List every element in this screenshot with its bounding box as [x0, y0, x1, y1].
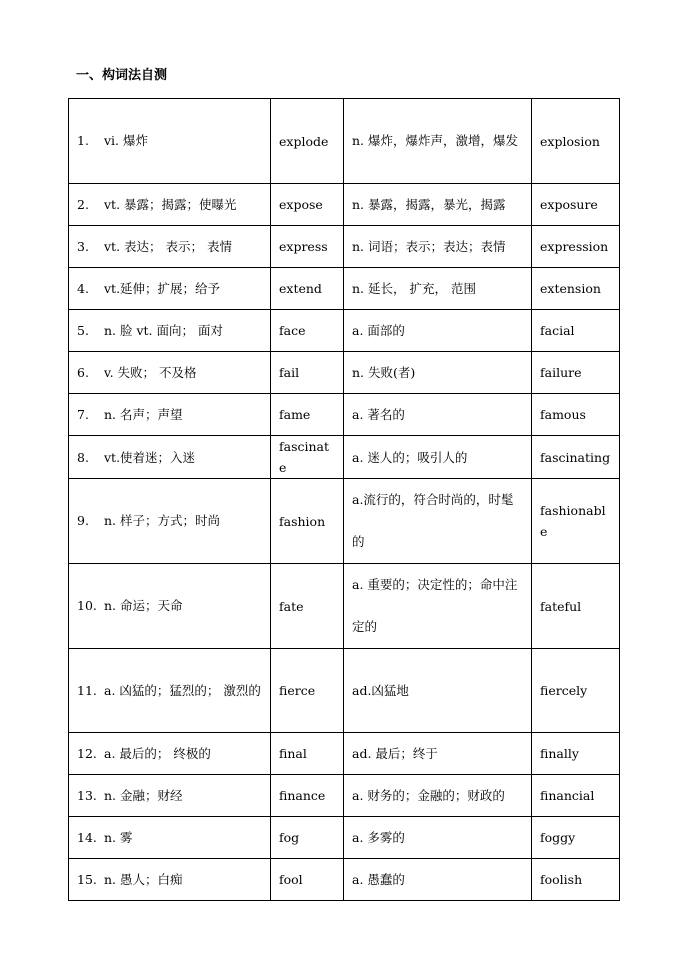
derived-word-meaning: n. 词语；表示；表达；表情 [344, 226, 532, 268]
base-word: fog [271, 817, 344, 859]
base-word-meaning: n. 样子；方式；时尚 [104, 513, 220, 528]
table-row [69, 184, 620, 226]
base-word-meaning-cell [69, 310, 271, 352]
derived-word-meaning: a. 愚蠢的 [344, 859, 532, 901]
base-word-meaning: n. 名声；声望 [104, 407, 183, 422]
section-heading: 一、构词法自测 [76, 68, 168, 83]
derived-word: fiercely [532, 649, 620, 733]
derived-word: famous [532, 394, 620, 436]
derived-word: fateful [532, 564, 620, 649]
table-row [69, 268, 620, 310]
base-word-meaning: n. 愚人；白痴 [104, 872, 183, 887]
table-row [69, 226, 620, 268]
base-word: fame [271, 394, 344, 436]
derived-word-meaning: a.流行的，符合时尚的，时髦的 [344, 479, 532, 564]
row-number: 3. [77, 239, 89, 254]
derived-word: explosion [532, 99, 620, 184]
base-word-meaning-cell [69, 859, 271, 901]
derived-word: financial [532, 775, 620, 817]
word-formation-table [68, 98, 620, 901]
row-number: 14. [77, 830, 97, 845]
base-word-meaning-cell [69, 352, 271, 394]
derived-word: finally [532, 733, 620, 775]
derived-word: fashionable [532, 479, 620, 564]
derived-word-meaning: a. 面部的 [344, 310, 532, 352]
base-word: fool [271, 859, 344, 901]
base-word: fascinate [271, 436, 344, 479]
base-word-meaning-cell [69, 817, 271, 859]
base-word-meaning: vt. 暴露；揭露；使曝光 [104, 197, 237, 212]
base-word-meaning-cell [69, 479, 271, 564]
derived-word: expression [532, 226, 620, 268]
derived-word-meaning: a. 财务的；金融的；财政的 [344, 775, 532, 817]
base-word: finance [271, 775, 344, 817]
base-word: explode [271, 99, 344, 184]
derived-word: extension [532, 268, 620, 310]
derived-word-meaning: n. 暴露，揭露，暴光，揭露 [344, 184, 532, 226]
base-word: extend [271, 268, 344, 310]
row-number: 5. [77, 323, 89, 338]
row-number: 1. [77, 133, 89, 148]
derived-word: exposure [532, 184, 620, 226]
base-word: fierce [271, 649, 344, 733]
table-row [69, 859, 620, 901]
base-word-meaning: v. 失败； 不及格 [104, 365, 197, 380]
base-word-meaning: n. 雾 [104, 830, 133, 845]
derived-word-meaning: n. 延长， 扩充， 范围 [344, 268, 532, 310]
base-word-meaning-cell [69, 226, 271, 268]
base-word: expose [271, 184, 344, 226]
derived-word-meaning: n. 失败(者) [344, 352, 532, 394]
base-word-meaning-cell [69, 436, 271, 479]
base-word: fail [271, 352, 344, 394]
table-row [69, 99, 620, 184]
base-word: final [271, 733, 344, 775]
table-row [69, 564, 620, 649]
derived-word-meaning: a. 重要的；决定性的；命中注定的 [344, 564, 532, 649]
row-number: 13. [77, 788, 97, 803]
base-word-meaning: vi. 爆炸 [104, 133, 149, 148]
row-number: 4. [77, 281, 89, 296]
base-word: face [271, 310, 344, 352]
base-word: express [271, 226, 344, 268]
row-number: 7. [77, 407, 89, 422]
base-word-meaning: n. 脸 vt. 面向； 面对 [104, 323, 223, 338]
derived-word-meaning: ad.凶猛地 [344, 649, 532, 733]
base-word-meaning: vt.使着迷；入迷 [104, 449, 196, 465]
derived-word-meaning: n. 爆炸，爆炸声，激增，爆发 [344, 99, 532, 184]
base-word-meaning: n. 金融；财经 [104, 788, 183, 803]
base-word-meaning: a. 最后的； 终极的 [104, 746, 211, 761]
row-number: 8. [77, 449, 89, 465]
row-number: 6. [77, 365, 89, 380]
base-word-meaning-cell [69, 564, 271, 649]
base-word-meaning-cell [69, 184, 271, 226]
base-word-meaning-cell [69, 775, 271, 817]
derived-word-meaning: a. 多雾的 [344, 817, 532, 859]
table-row [69, 436, 620, 479]
base-word-meaning-cell [69, 733, 271, 775]
row-number: 2. [77, 197, 89, 212]
row-number: 10. [77, 598, 97, 613]
derived-word: failure [532, 352, 620, 394]
base-word-meaning-cell [69, 649, 271, 733]
table-row [69, 817, 620, 859]
derived-word-meaning: a. 迷人的；吸引人的 [344, 436, 532, 479]
table-row [69, 775, 620, 817]
table-row [69, 649, 620, 733]
base-word-meaning: n. 命运；天命 [104, 598, 183, 613]
row-number: 9. [77, 513, 89, 528]
derived-word-meaning: a. 著名的 [344, 394, 532, 436]
base-word-meaning-cell [69, 268, 271, 310]
table-row [69, 479, 620, 564]
row-number: 11. [77, 682, 97, 698]
table-row [69, 310, 620, 352]
row-number: 15. [77, 872, 97, 887]
derived-word: foggy [532, 817, 620, 859]
base-word-meaning-cell [69, 99, 271, 184]
table-row [69, 394, 620, 436]
base-word-meaning: vt. 表达； 表示； 表情 [104, 239, 232, 254]
derived-word: foolish [532, 859, 620, 901]
table-row [69, 352, 620, 394]
base-word: fate [271, 564, 344, 649]
table-row [69, 733, 620, 775]
base-word-meaning-cell [69, 394, 271, 436]
derived-word: facial [532, 310, 620, 352]
base-word: fashion [271, 479, 344, 564]
base-word-meaning: vt.延伸；扩展；给予 [104, 281, 221, 296]
derived-word-meaning: ad. 最后；终于 [344, 733, 532, 775]
row-number: 12. [77, 746, 97, 761]
base-word-meaning: a. 凶猛的；猛烈的； 激烈的 [104, 682, 261, 698]
derived-word: fascinating [532, 436, 620, 479]
